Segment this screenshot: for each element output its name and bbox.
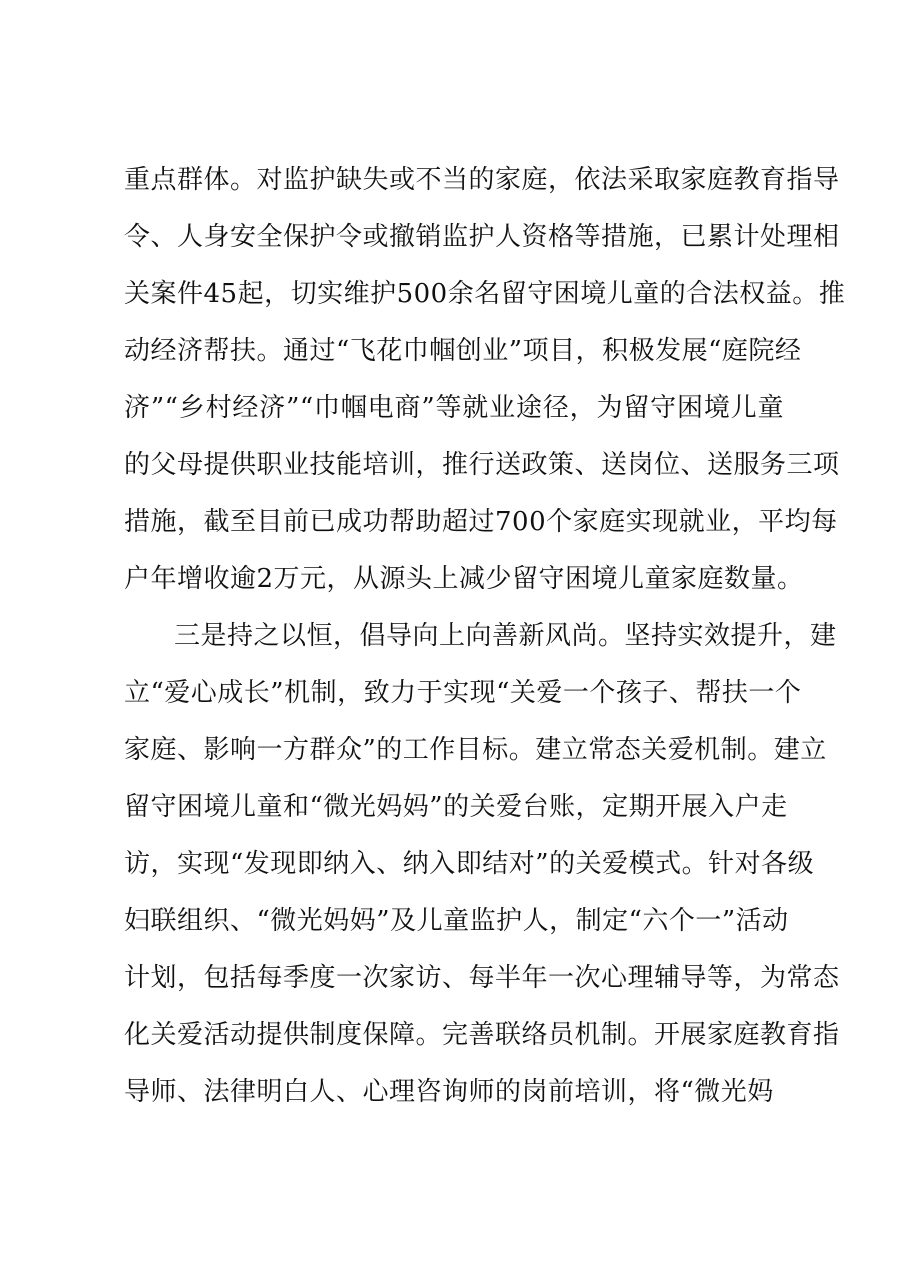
text-line: 重点群体。对监护缺失或不当的家庭，依法采取家庭教育指导	[124, 165, 840, 195]
text-line: 立“爱心成长”机制，致力于实现“关爱一个孩子、帮扶一个	[124, 678, 802, 708]
text-line: 妇联组织、“微光妈妈”及儿童监护人，制定“六个一”活动	[124, 906, 789, 936]
text-line: 户年增收逾2万元，从源头上减少留守困境儿童家庭数量。	[124, 564, 804, 594]
text-line: 令、人身安全保护令或撤销监护人资格等措施，已累计处理相	[124, 222, 840, 252]
text-line: 三是持之以恒，倡导向上向善新风尚。坚持实效提升，建	[174, 621, 837, 651]
text-line: 访，实现“发现即纳入、纳入即结对”的关爱模式。针对各级	[124, 849, 815, 879]
text-line: 化关爱活动提供制度保障。完善联络员机制。开展家庭教育指	[124, 1020, 840, 1050]
text-line: 留守困境儿童和“微光妈妈”的关爱台账，定期开展入户走	[124, 792, 788, 822]
text-line: 济”“乡村经济”“巾帼电商”等就业途径，为留守困境儿童	[124, 393, 784, 423]
text-line: 导师、法律明白人、心理咨询师的岗前培训，将“微光妈	[124, 1077, 774, 1107]
text-line: 关案件45起，切实维护500余名留守困境儿童的合法权益。推	[124, 279, 846, 309]
text-line: 计划，包括每季度一次家访、每半年一次心理辅导等，为常态	[124, 963, 840, 993]
text-line: 家庭、影响一方群众”的工作目标。建立常态关爱机制。建立	[124, 735, 827, 765]
text-line: 措施，截至目前已成功帮助超过700个家庭实现就业，平均每	[124, 507, 838, 537]
text-line: 的父母提供职业技能培训，推行送政策、送岗位、送服务三项	[124, 450, 840, 480]
text-line: 动经济帮扶。通过“飞花巾帼创业”项目，积极发展“庭院经	[124, 336, 802, 366]
